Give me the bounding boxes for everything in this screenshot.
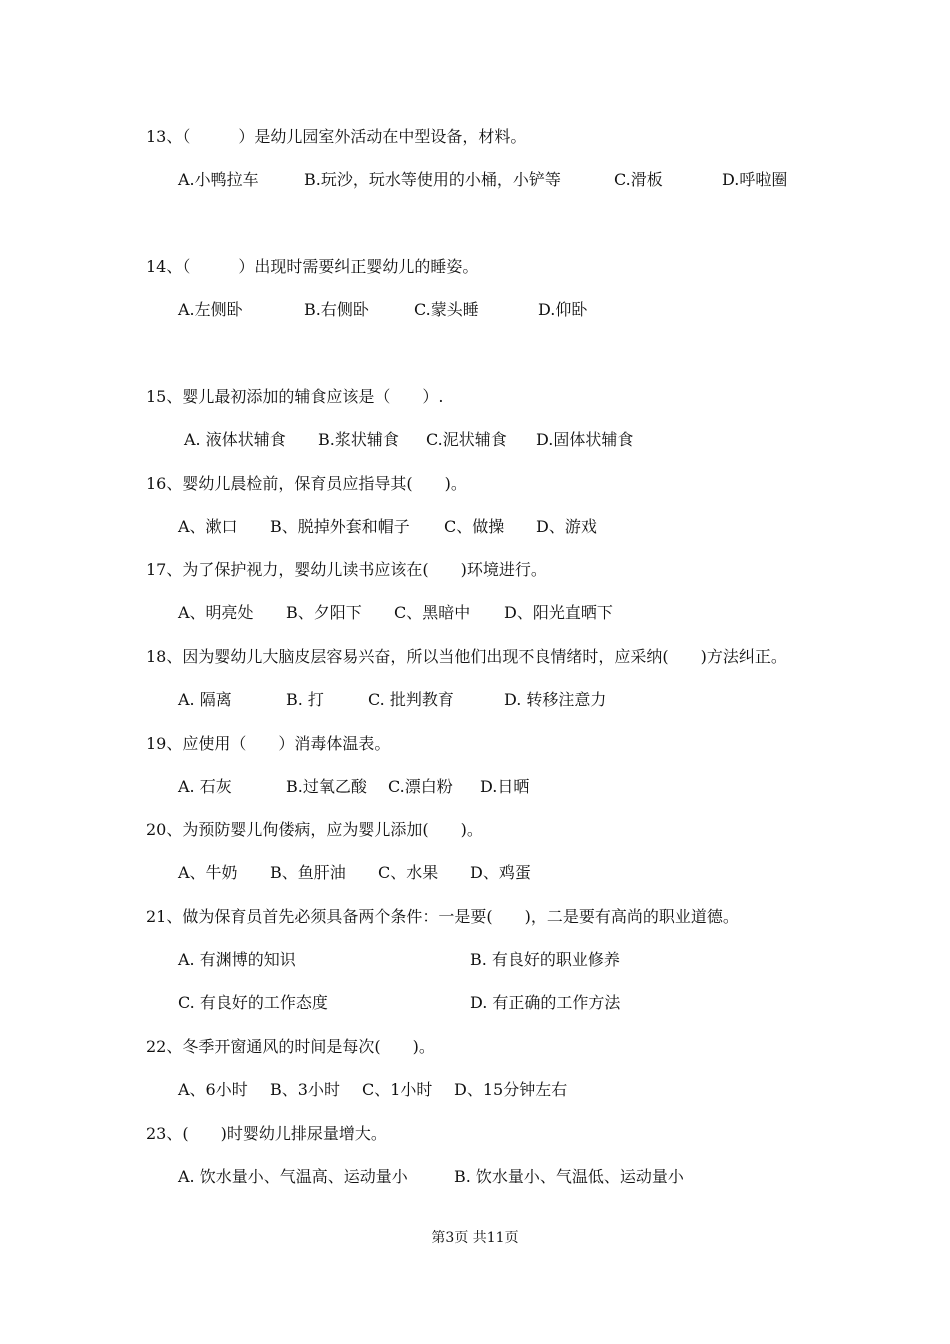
option-b: B、3小时 — [270, 1080, 340, 1099]
question-18-stem: 18、因为婴幼儿大脑皮层容易兴奋，所以当他们出现不良情绪时，应采纳( )方法纠正。 — [146, 647, 787, 666]
question-22-stem: 22、冬季开窗通风的时间是每次( )。 — [146, 1037, 435, 1056]
option-b: B. 饮水量小、气温低、运动量小 — [454, 1167, 684, 1186]
question-16-stem: 16、婴幼儿晨检前，保育员应指导其( )。 — [146, 474, 467, 493]
option-a: A、明亮处 — [178, 603, 254, 622]
question-13-options — [178, 170, 878, 190]
option-b: B.过氧乙酸 — [286, 777, 367, 796]
option-d: D. 有正确的工作方法 — [470, 993, 621, 1012]
question-15-options — [178, 430, 878, 450]
option-a: A、6小时 — [178, 1080, 248, 1099]
option-d: D、鸡蛋 — [470, 863, 531, 882]
option-a: A.左侧卧 — [178, 300, 243, 319]
option-d: D、游戏 — [536, 517, 597, 536]
option-c: C、水果 — [378, 863, 439, 882]
question-16-options — [178, 517, 878, 537]
option-a: A、漱口 — [178, 517, 238, 536]
option-d: D.日晒 — [480, 777, 530, 796]
option-b: B、脱掉外套和帽子 — [270, 517, 410, 536]
option-c: C.滑板 — [614, 170, 663, 189]
option-b: B.玩沙，玩水等使用的小桶，小铲等 — [304, 170, 561, 189]
option-b: B、夕阳下 — [286, 603, 362, 622]
question-13-stem: 13、（ ）是幼儿园室外活动在中型设备，材料。 — [146, 127, 527, 146]
option-b: B. 有良好的职业修养 — [470, 950, 620, 969]
option-a: A. 饮水量小、气温高、运动量小 — [178, 1167, 408, 1186]
option-a: A、牛奶 — [178, 863, 238, 882]
question-21-options-row1 — [178, 950, 878, 970]
option-c: C、做操 — [444, 517, 505, 536]
option-c: C. 批判教育 — [368, 690, 454, 709]
option-a: A. 隔离 — [178, 690, 232, 709]
option-c: C、1小时 — [362, 1080, 433, 1099]
option-c: C、黑暗中 — [394, 603, 471, 622]
question-22-options — [178, 1080, 878, 1100]
option-d: D、阳光直晒下 — [504, 603, 613, 622]
question-23-options — [178, 1167, 878, 1187]
option-d: D、15分钟左右 — [454, 1080, 568, 1099]
option-d: D.仰卧 — [538, 300, 588, 319]
question-21-stem: 21、做为保育员首先必须具备两个条件：一是要( )，二是要有高尚的职业道德。 — [146, 907, 739, 926]
question-14-stem: 14、（ ）出现时需要纠正婴幼儿的睡姿。 — [146, 257, 479, 276]
question-15-stem: 15、婴儿最初添加的辅食应该是（ ）. — [146, 387, 444, 406]
question-14-options — [178, 300, 878, 320]
question-17-options — [178, 603, 878, 623]
question-20-stem: 20、为预防婴儿佝偻病，应为婴儿添加( )。 — [146, 820, 483, 839]
option-b: B.右侧卧 — [304, 300, 369, 319]
option-b: B. 打 — [286, 690, 324, 709]
option-d: D. 转移注意力 — [504, 690, 607, 709]
option-a: A.小鸭拉车 — [178, 170, 259, 189]
page-footer: 第3页 共11页 — [431, 1230, 519, 1246]
question-19-stem: 19、应使用（ ）消毒体温表。 — [146, 734, 391, 753]
option-d: D.固体状辅食 — [536, 430, 634, 449]
option-b: B.浆状辅食 — [318, 430, 399, 449]
option-a: A. 有渊博的知识 — [178, 950, 296, 969]
question-21-options-row2 — [178, 993, 878, 1013]
option-a: A. 液体状辅食 — [184, 430, 286, 449]
option-c: C. 有良好的工作态度 — [178, 993, 328, 1012]
option-a: A. 石灰 — [178, 777, 232, 796]
question-18-options — [178, 690, 878, 710]
question-17-stem: 17、为了保护视力，婴幼儿读书应该在( )环境进行。 — [146, 560, 547, 579]
question-23-stem: 23、( )时婴幼儿排尿量增大。 — [146, 1124, 387, 1143]
question-19-options — [178, 777, 878, 797]
option-c: C.蒙头睡 — [414, 300, 479, 319]
option-c: C.泥状辅食 — [426, 430, 507, 449]
option-b: B、鱼肝油 — [270, 863, 346, 882]
option-d: D.呼啦圈 — [722, 170, 788, 189]
option-c: C.漂白粉 — [388, 777, 453, 796]
question-20-options — [178, 863, 878, 883]
